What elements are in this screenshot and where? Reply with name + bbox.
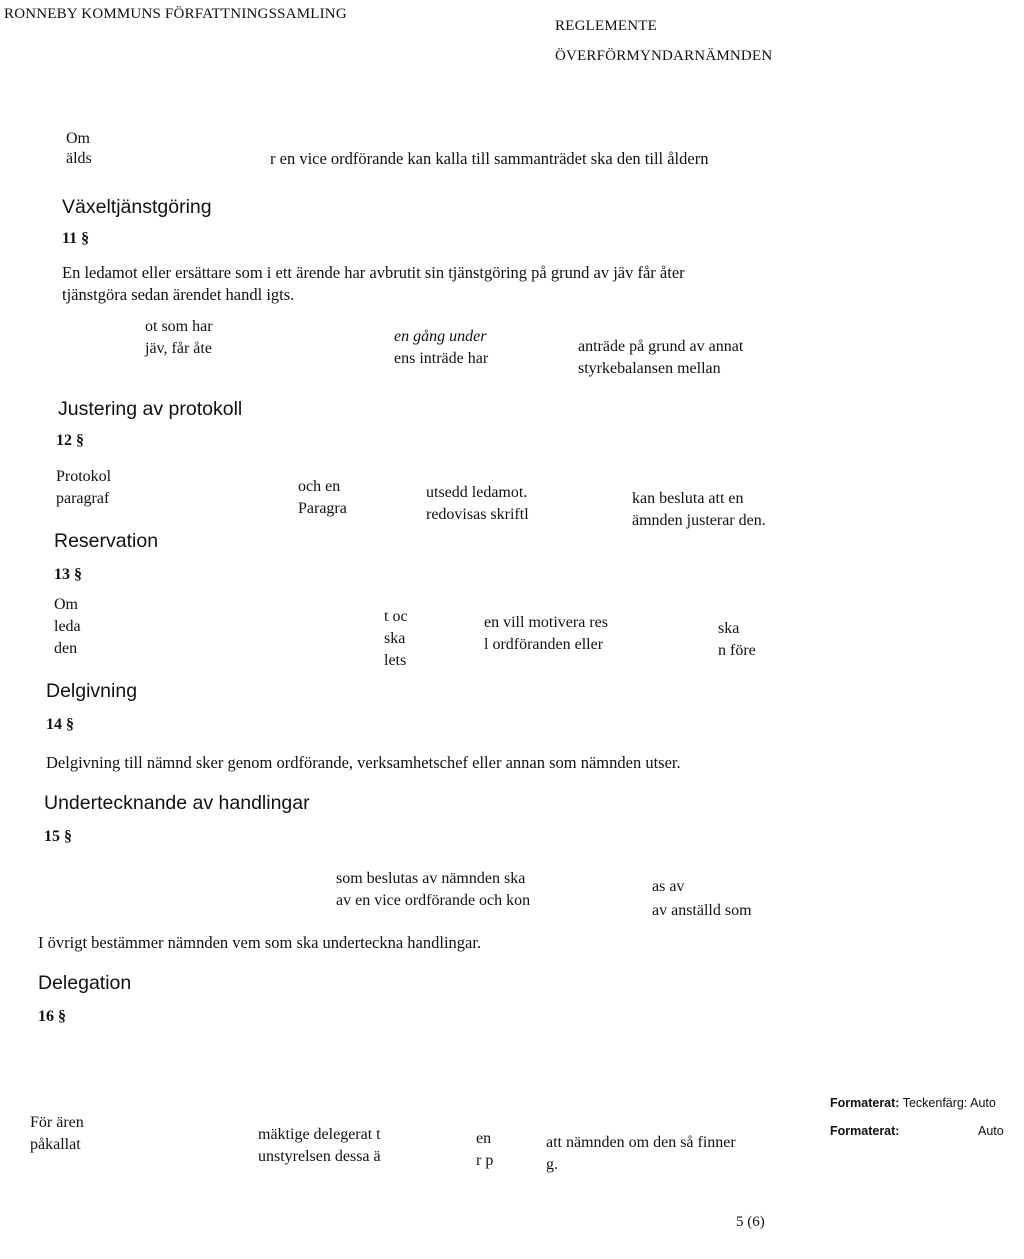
- header-title: RONNEBY KOMMUNS FÖRFATTNINGSSAMLING: [4, 6, 347, 22]
- margin-note-value: Teckenfärg: Auto: [902, 1096, 996, 1110]
- text-fragment: av en vice ordförande och kon: [336, 892, 531, 909]
- paragraph-line: r en vice ordförande kan kalla till sammanträdet ska den till åldern: [270, 149, 709, 168]
- text-fragment: utsedd ledamot.: [426, 484, 528, 501]
- paragraph-line: I övrigt bestämmer nämnden vem som ska underteckna handlingar.: [38, 933, 482, 952]
- paragraph-number: 11 §: [62, 230, 90, 247]
- margin-note-label: Formaterat:: [830, 1096, 900, 1110]
- text-fragment: n före: [718, 642, 756, 659]
- margin-note-label: Formaterat:: [830, 1124, 900, 1138]
- paragraph-number: 12 §: [56, 432, 84, 449]
- page-number: 5 (6): [736, 1214, 765, 1230]
- paragraph-number: 14 §: [46, 716, 74, 733]
- text-fragment: r p: [476, 1152, 494, 1169]
- text-fragment: paragraf: [56, 490, 110, 507]
- text-fragment: jäv, får åte: [145, 340, 212, 357]
- text-fragment: av anställd som: [652, 902, 752, 919]
- section-heading: Justering av protokoll: [58, 398, 243, 420]
- text-fragment: ska: [718, 620, 740, 637]
- text-fragment: Paragra: [298, 500, 347, 517]
- margin-note: [830, 1124, 1004, 1138]
- text-fragment: älds: [66, 150, 92, 167]
- text-fragment: ska: [384, 630, 406, 647]
- text-fragment: att nämnden om den så finner: [546, 1134, 736, 1151]
- text-fragment: anträde på grund av annat: [578, 338, 744, 355]
- text-fragment: leda: [54, 618, 81, 635]
- text-fragment: l ordföranden eller: [484, 636, 604, 653]
- section-heading: Reservation: [54, 530, 159, 552]
- margin-note: [830, 1096, 996, 1110]
- text-fragment: Protokol: [56, 468, 112, 485]
- paragraph-number: 15 §: [44, 828, 72, 845]
- paragraph-line: Delgivning till nämnd sker genom ordförande, verksamhetschef eller annan som nämnden utser.: [46, 753, 681, 772]
- margin-note-value: Auto: [978, 1124, 1004, 1138]
- text-fragment: den: [54, 640, 78, 657]
- text-fragment: en gång under: [394, 328, 487, 345]
- paragraph-line: tjänstgöra sedan ärendet handl igts.: [62, 285, 295, 304]
- text-fragment: mäktige delegerat t: [258, 1126, 381, 1143]
- section-heading: Delegation: [38, 972, 132, 994]
- text-fragment: en: [476, 1130, 492, 1147]
- paragraph-line: En ledamot eller ersättare som i ett ärende har avbrutit sin tjänstgöring på grund av jäv får åter: [62, 263, 685, 282]
- text-fragment: lets: [384, 652, 407, 669]
- text-fragment: t oc: [384, 608, 408, 625]
- text-fragment: as av: [652, 878, 685, 895]
- section-heading: Undertecknande av handlingar: [44, 792, 310, 814]
- text-fragment: påkallat: [30, 1136, 81, 1153]
- text-fragment: Om: [54, 596, 78, 613]
- text-fragment: och en: [298, 478, 341, 495]
- text-fragment: kan besluta att en: [632, 490, 744, 507]
- text-fragment: g.: [546, 1156, 558, 1173]
- text-fragment: som beslutas av nämnden ska: [336, 870, 526, 887]
- text-fragment: Om: [66, 130, 90, 147]
- text-fragment: redovisas skriftl: [426, 506, 529, 523]
- text-fragment: ens inträde har: [394, 350, 489, 367]
- paragraph-number: 13 §: [54, 566, 82, 583]
- paragraph-number: 16 §: [38, 1008, 66, 1025]
- text-fragment: För ären: [30, 1114, 84, 1131]
- section-heading: Växeltjänstgöring: [62, 196, 212, 218]
- text-fragment: ämnden justerar den.: [632, 512, 766, 529]
- text-fragment: unstyrelsen dessa ä: [258, 1148, 381, 1165]
- document-type: REGLEMENTE: [555, 18, 657, 34]
- text-fragment: ot som har: [145, 318, 213, 335]
- text-fragment: en vill motivera res: [484, 614, 608, 631]
- section-heading: Delgivning: [46, 680, 138, 702]
- document-subject: ÖVERFÖRMYNDARNÄMNDEN: [555, 48, 773, 64]
- text-fragment: styrkebalansen mellan: [578, 360, 721, 377]
